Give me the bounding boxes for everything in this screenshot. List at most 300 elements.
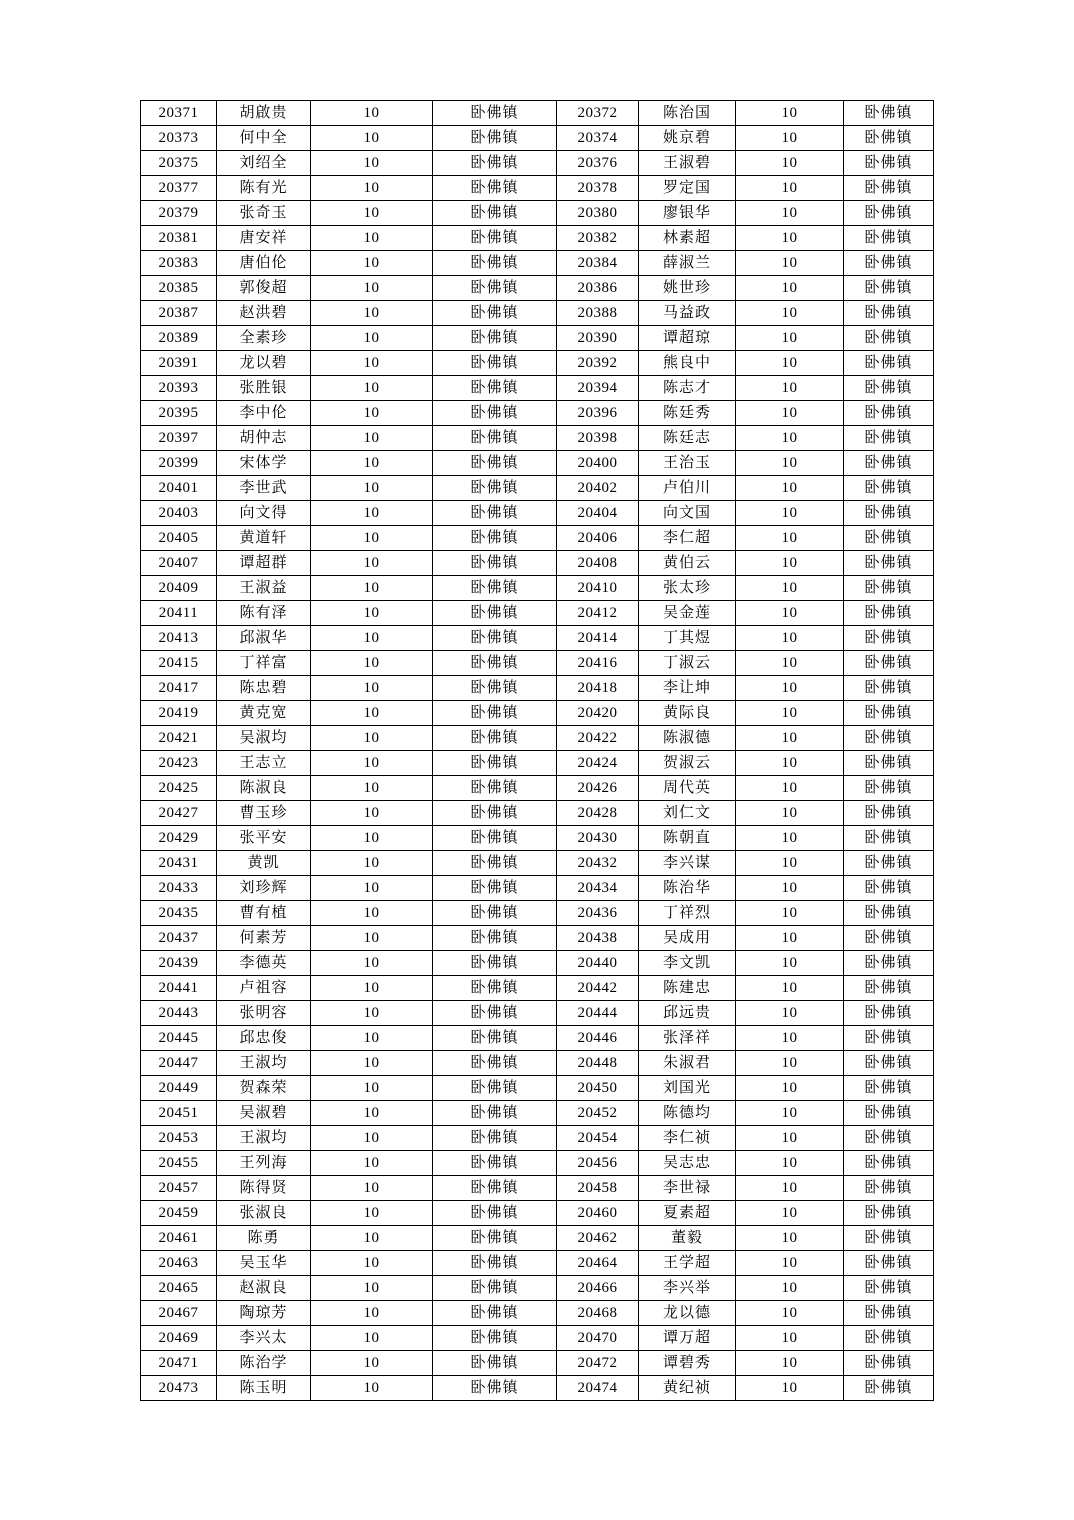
- person-id-cell: 20380: [557, 201, 639, 226]
- person-name-cell: 王淑碧: [639, 151, 736, 176]
- person-id-cell: 20374: [557, 126, 639, 151]
- person-name-cell: 吴淑碧: [217, 1101, 311, 1126]
- person-id-cell: 20429: [141, 826, 217, 851]
- person-id-cell: 20466: [557, 1276, 639, 1301]
- person-name-cell: 张胜银: [217, 376, 311, 401]
- table-row: [141, 1351, 934, 1376]
- table-row: [141, 676, 934, 701]
- table-row: [141, 1276, 934, 1301]
- person-name-cell: 向文国: [639, 501, 736, 526]
- town-cell: 卧佛镇: [433, 526, 557, 551]
- town-cell: 卧佛镇: [433, 951, 557, 976]
- town-cell: 卧佛镇: [844, 826, 934, 851]
- person-id-cell: 20465: [141, 1276, 217, 1301]
- score-cell: 10: [311, 1276, 433, 1301]
- town-cell: 卧佛镇: [433, 201, 557, 226]
- town-cell: 卧佛镇: [433, 926, 557, 951]
- person-id-cell: 20413: [141, 626, 217, 651]
- person-name-cell: 黄道轩: [217, 526, 311, 551]
- score-cell: 10: [311, 1251, 433, 1276]
- town-cell: 卧佛镇: [433, 1351, 557, 1376]
- person-name-cell: 罗定国: [639, 176, 736, 201]
- person-name-cell: 陈廷秀: [639, 401, 736, 426]
- score-cell: 10: [736, 1176, 844, 1201]
- table-row: [141, 1226, 934, 1251]
- person-name-cell: 邱忠俊: [217, 1026, 311, 1051]
- person-id-cell: 20391: [141, 351, 217, 376]
- person-name-cell: 张泽祥: [639, 1026, 736, 1051]
- town-cell: 卧佛镇: [844, 601, 934, 626]
- person-id-cell: 20416: [557, 651, 639, 676]
- score-cell: 10: [736, 901, 844, 926]
- person-name-cell: 陈德均: [639, 1101, 736, 1126]
- person-id-cell: 20437: [141, 926, 217, 951]
- person-name-cell: 宋体学: [217, 451, 311, 476]
- table-row: [141, 1001, 934, 1026]
- town-cell: 卧佛镇: [844, 926, 934, 951]
- person-id-cell: 20448: [557, 1051, 639, 1076]
- table-row: [141, 276, 934, 301]
- score-cell: 10: [311, 1226, 433, 1251]
- town-cell: 卧佛镇: [433, 426, 557, 451]
- score-cell: 10: [736, 1376, 844, 1401]
- table-row: [141, 726, 934, 751]
- score-cell: 10: [736, 826, 844, 851]
- person-id-cell: 20410: [557, 576, 639, 601]
- town-cell: 卧佛镇: [433, 126, 557, 151]
- person-name-cell: 贺森荣: [217, 1076, 311, 1101]
- person-id-cell: 20434: [557, 876, 639, 901]
- table-row: [141, 1101, 934, 1126]
- person-name-cell: 王志立: [217, 751, 311, 776]
- person-name-cell: 陈玉明: [217, 1376, 311, 1401]
- table-row: [141, 1076, 934, 1101]
- score-cell: 10: [311, 601, 433, 626]
- table-row: [141, 576, 934, 601]
- person-name-cell: 陈廷志: [639, 426, 736, 451]
- person-name-cell: 吴玉华: [217, 1251, 311, 1276]
- score-cell: 10: [311, 876, 433, 901]
- score-cell: 10: [736, 851, 844, 876]
- score-cell: 10: [311, 1351, 433, 1376]
- person-id-cell: 20474: [557, 1376, 639, 1401]
- person-name-cell: 龙以碧: [217, 351, 311, 376]
- score-cell: 10: [311, 1101, 433, 1126]
- person-id-cell: 20426: [557, 776, 639, 801]
- score-cell: 10: [736, 751, 844, 776]
- town-cell: 卧佛镇: [433, 751, 557, 776]
- table-row: [141, 201, 934, 226]
- score-cell: 10: [311, 476, 433, 501]
- score-cell: 10: [736, 1301, 844, 1326]
- town-cell: 卧佛镇: [844, 351, 934, 376]
- person-name-cell: 薛淑兰: [639, 251, 736, 276]
- town-cell: 卧佛镇: [433, 1126, 557, 1151]
- person-name-cell: 曹有植: [217, 901, 311, 926]
- town-cell: 卧佛镇: [844, 801, 934, 826]
- table-row: [141, 1176, 934, 1201]
- score-cell: 10: [311, 526, 433, 551]
- town-cell: 卧佛镇: [844, 176, 934, 201]
- town-cell: 卧佛镇: [433, 226, 557, 251]
- person-id-cell: 20449: [141, 1076, 217, 1101]
- town-cell: 卧佛镇: [433, 1026, 557, 1051]
- score-cell: 10: [736, 1001, 844, 1026]
- town-cell: 卧佛镇: [433, 1151, 557, 1176]
- score-cell: 10: [736, 1201, 844, 1226]
- person-id-cell: 20422: [557, 726, 639, 751]
- person-id-cell: 20385: [141, 276, 217, 301]
- person-id-cell: 20461: [141, 1226, 217, 1251]
- score-cell: 10: [736, 326, 844, 351]
- person-name-cell: 林素超: [639, 226, 736, 251]
- town-cell: 卧佛镇: [844, 726, 934, 751]
- town-cell: 卧佛镇: [433, 1376, 557, 1401]
- person-id-cell: 20425: [141, 776, 217, 801]
- town-cell: 卧佛镇: [433, 151, 557, 176]
- person-name-cell: 吴金莲: [639, 601, 736, 626]
- person-id-cell: 20394: [557, 376, 639, 401]
- table-row: [141, 701, 934, 726]
- person-id-cell: 20436: [557, 901, 639, 926]
- person-id-cell: 20438: [557, 926, 639, 951]
- person-id-cell: 20392: [557, 351, 639, 376]
- score-cell: 10: [736, 426, 844, 451]
- town-cell: 卧佛镇: [844, 776, 934, 801]
- table-row: [141, 776, 934, 801]
- person-id-cell: 20440: [557, 951, 639, 976]
- person-id-cell: 20430: [557, 826, 639, 851]
- town-cell: 卧佛镇: [844, 451, 934, 476]
- town-cell: 卧佛镇: [844, 376, 934, 401]
- town-cell: 卧佛镇: [844, 551, 934, 576]
- score-cell: 10: [736, 876, 844, 901]
- town-cell: 卧佛镇: [844, 226, 934, 251]
- person-id-cell: 20382: [557, 226, 639, 251]
- person-id-cell: 20404: [557, 501, 639, 526]
- table-row: [141, 401, 934, 426]
- person-name-cell: 张奇玉: [217, 201, 311, 226]
- table-row: [141, 251, 934, 276]
- score-cell: 10: [311, 1076, 433, 1101]
- person-name-cell: 刘仁文: [639, 801, 736, 826]
- person-name-cell: 陈建忠: [639, 976, 736, 1001]
- score-cell: 10: [736, 551, 844, 576]
- town-cell: 卧佛镇: [433, 351, 557, 376]
- person-id-cell: 20409: [141, 576, 217, 601]
- score-cell: 10: [311, 576, 433, 601]
- person-name-cell: 陈得贤: [217, 1176, 311, 1201]
- person-id-cell: 20402: [557, 476, 639, 501]
- person-id-cell: 20452: [557, 1101, 639, 1126]
- town-cell: 卧佛镇: [433, 826, 557, 851]
- person-id-cell: 20381: [141, 226, 217, 251]
- person-id-cell: 20386: [557, 276, 639, 301]
- town-cell: 卧佛镇: [433, 851, 557, 876]
- table-row: [141, 501, 934, 526]
- person-name-cell: 李世禄: [639, 1176, 736, 1201]
- score-cell: 10: [736, 351, 844, 376]
- person-id-cell: 20419: [141, 701, 217, 726]
- person-id-cell: 20471: [141, 1351, 217, 1376]
- score-cell: 10: [311, 1051, 433, 1076]
- town-cell: 卧佛镇: [433, 476, 557, 501]
- town-cell: 卧佛镇: [844, 701, 934, 726]
- town-cell: 卧佛镇: [433, 1001, 557, 1026]
- person-id-cell: 20468: [557, 1301, 639, 1326]
- person-name-cell: 刘绍全: [217, 151, 311, 176]
- town-cell: 卧佛镇: [433, 676, 557, 701]
- person-id-cell: 20396: [557, 401, 639, 426]
- person-name-cell: 刘国光: [639, 1076, 736, 1101]
- person-id-cell: 20379: [141, 201, 217, 226]
- person-id-cell: 20456: [557, 1151, 639, 1176]
- town-cell: 卧佛镇: [433, 726, 557, 751]
- town-cell: 卧佛镇: [433, 1301, 557, 1326]
- town-cell: 卧佛镇: [844, 626, 934, 651]
- table-row: [141, 126, 934, 151]
- score-cell: 10: [736, 701, 844, 726]
- person-id-cell: 20431: [141, 851, 217, 876]
- person-id-cell: 20371: [141, 101, 217, 126]
- town-cell: 卧佛镇: [844, 101, 934, 126]
- person-name-cell: 王列海: [217, 1151, 311, 1176]
- score-cell: 10: [736, 151, 844, 176]
- score-cell: 10: [311, 201, 433, 226]
- score-cell: 10: [736, 1076, 844, 1101]
- person-name-cell: 李兴太: [217, 1326, 311, 1351]
- person-name-cell: 李世武: [217, 476, 311, 501]
- person-id-cell: 20472: [557, 1351, 639, 1376]
- person-name-cell: 邱远贵: [639, 1001, 736, 1026]
- town-cell: 卧佛镇: [844, 976, 934, 1001]
- score-cell: 10: [311, 776, 433, 801]
- person-name-cell: 黄克宽: [217, 701, 311, 726]
- score-cell: 10: [311, 501, 433, 526]
- town-cell: 卧佛镇: [844, 1126, 934, 1151]
- table-row: [141, 1326, 934, 1351]
- town-cell: 卧佛镇: [433, 401, 557, 426]
- person-id-cell: 20397: [141, 426, 217, 451]
- town-cell: 卧佛镇: [433, 876, 557, 901]
- person-name-cell: 朱淑君: [639, 1051, 736, 1076]
- score-cell: 10: [311, 851, 433, 876]
- person-name-cell: 陈淑良: [217, 776, 311, 801]
- town-cell: 卧佛镇: [433, 376, 557, 401]
- town-cell: 卧佛镇: [844, 1326, 934, 1351]
- town-cell: 卧佛镇: [844, 901, 934, 926]
- person-id-cell: 20411: [141, 601, 217, 626]
- person-id-cell: 20406: [557, 526, 639, 551]
- person-name-cell: 赵洪碧: [217, 301, 311, 326]
- town-cell: 卧佛镇: [844, 1226, 934, 1251]
- table-row: [141, 901, 934, 926]
- person-name-cell: 李兴举: [639, 1276, 736, 1301]
- person-id-cell: 20400: [557, 451, 639, 476]
- person-name-cell: 张明容: [217, 1001, 311, 1026]
- person-id-cell: 20389: [141, 326, 217, 351]
- score-cell: 10: [736, 1026, 844, 1051]
- person-id-cell: 20473: [141, 1376, 217, 1401]
- town-cell: 卧佛镇: [844, 576, 934, 601]
- person-id-cell: 20427: [141, 801, 217, 826]
- score-cell: 10: [736, 201, 844, 226]
- town-cell: 卧佛镇: [433, 1251, 557, 1276]
- town-cell: 卧佛镇: [433, 701, 557, 726]
- score-cell: 10: [311, 826, 433, 851]
- score-cell: 10: [311, 676, 433, 701]
- town-cell: 卧佛镇: [433, 1051, 557, 1076]
- score-cell: 10: [311, 951, 433, 976]
- score-cell: 10: [736, 626, 844, 651]
- table-row: [141, 1201, 934, 1226]
- person-name-cell: 张太珍: [639, 576, 736, 601]
- town-cell: 卧佛镇: [844, 1276, 934, 1301]
- person-name-cell: 陈志才: [639, 376, 736, 401]
- town-cell: 卧佛镇: [433, 1226, 557, 1251]
- town-cell: 卧佛镇: [433, 501, 557, 526]
- table-row: [141, 351, 934, 376]
- person-id-cell: 20432: [557, 851, 639, 876]
- person-id-cell: 20464: [557, 1251, 639, 1276]
- person-id-cell: 20458: [557, 1176, 639, 1201]
- person-id-cell: 20433: [141, 876, 217, 901]
- score-cell: 10: [311, 1151, 433, 1176]
- town-cell: 卧佛镇: [844, 1151, 934, 1176]
- person-id-cell: 20455: [141, 1151, 217, 1176]
- town-cell: 卧佛镇: [433, 1276, 557, 1301]
- score-cell: 10: [736, 1276, 844, 1301]
- score-cell: 10: [311, 551, 433, 576]
- score-cell: 10: [311, 901, 433, 926]
- person-name-cell: 黄际良: [639, 701, 736, 726]
- town-cell: 卧佛镇: [844, 1176, 934, 1201]
- table-row: [141, 326, 934, 351]
- score-cell: 10: [736, 1251, 844, 1276]
- table-row: [141, 951, 934, 976]
- town-cell: 卧佛镇: [844, 326, 934, 351]
- person-name-cell: 吴志忠: [639, 1151, 736, 1176]
- person-id-cell: 20401: [141, 476, 217, 501]
- person-name-cell: 王淑均: [217, 1051, 311, 1076]
- town-cell: 卧佛镇: [844, 251, 934, 276]
- person-name-cell: 谭超琼: [639, 326, 736, 351]
- person-id-cell: 20393: [141, 376, 217, 401]
- table-row: [141, 451, 934, 476]
- person-id-cell: 20378: [557, 176, 639, 201]
- person-name-cell: 何中全: [217, 126, 311, 151]
- person-id-cell: 20442: [557, 976, 639, 1001]
- town-cell: 卧佛镇: [433, 301, 557, 326]
- table-row: [141, 1051, 934, 1076]
- town-cell: 卧佛镇: [844, 876, 934, 901]
- person-id-cell: 20428: [557, 801, 639, 826]
- person-name-cell: 谭碧秀: [639, 1351, 736, 1376]
- person-name-cell: 陈朝直: [639, 826, 736, 851]
- table-row: [141, 1301, 934, 1326]
- person-name-cell: 王淑均: [217, 1126, 311, 1151]
- town-cell: 卧佛镇: [844, 301, 934, 326]
- person-id-cell: 20376: [557, 151, 639, 176]
- table-row: [141, 476, 934, 501]
- person-name-cell: 谭万超: [639, 1326, 736, 1351]
- person-name-cell: 吴淑均: [217, 726, 311, 751]
- score-cell: 10: [311, 626, 433, 651]
- person-id-cell: 20414: [557, 626, 639, 651]
- score-cell: 10: [311, 426, 433, 451]
- score-cell: 10: [736, 501, 844, 526]
- table-row: [141, 226, 934, 251]
- person-name-cell: 卢伯川: [639, 476, 736, 501]
- town-cell: 卧佛镇: [844, 1001, 934, 1026]
- person-name-cell: 刘珍辉: [217, 876, 311, 901]
- person-name-cell: 谭超群: [217, 551, 311, 576]
- score-cell: 10: [311, 1376, 433, 1401]
- town-cell: 卧佛镇: [433, 551, 557, 576]
- person-id-cell: 20454: [557, 1126, 639, 1151]
- score-cell: 10: [311, 276, 433, 301]
- town-cell: 卧佛镇: [844, 401, 934, 426]
- person-name-cell: 曹玉珍: [217, 801, 311, 826]
- person-id-cell: 20444: [557, 1001, 639, 1026]
- person-name-cell: 赵淑良: [217, 1276, 311, 1301]
- score-cell: 10: [311, 176, 433, 201]
- person-name-cell: 李仁祯: [639, 1126, 736, 1151]
- person-id-cell: 20424: [557, 751, 639, 776]
- town-cell: 卧佛镇: [433, 651, 557, 676]
- score-cell: 10: [736, 601, 844, 626]
- person-id-cell: 20463: [141, 1251, 217, 1276]
- score-cell: 10: [311, 1326, 433, 1351]
- score-cell: 10: [736, 176, 844, 201]
- person-id-cell: 20457: [141, 1176, 217, 1201]
- person-name-cell: 李德英: [217, 951, 311, 976]
- score-cell: 10: [311, 1301, 433, 1326]
- person-id-cell: 20443: [141, 1001, 217, 1026]
- score-cell: 10: [311, 251, 433, 276]
- person-id-cell: 20462: [557, 1226, 639, 1251]
- town-cell: 卧佛镇: [433, 801, 557, 826]
- person-name-cell: 全素珍: [217, 326, 311, 351]
- score-cell: 10: [736, 526, 844, 551]
- person-id-cell: 20387: [141, 301, 217, 326]
- table-row: [141, 626, 934, 651]
- score-cell: 10: [311, 976, 433, 1001]
- town-cell: 卧佛镇: [844, 201, 934, 226]
- town-cell: 卧佛镇: [844, 526, 934, 551]
- person-name-cell: 陈忠碧: [217, 676, 311, 701]
- score-cell: 10: [736, 301, 844, 326]
- person-name-cell: 董毅: [639, 1226, 736, 1251]
- score-cell: 10: [736, 126, 844, 151]
- person-name-cell: 黄伯云: [639, 551, 736, 576]
- person-id-cell: 20373: [141, 126, 217, 151]
- person-name-cell: 陶琼芳: [217, 1301, 311, 1326]
- score-cell: 10: [736, 1351, 844, 1376]
- person-id-cell: 20420: [557, 701, 639, 726]
- table-row: [141, 801, 934, 826]
- table-row: [141, 301, 934, 326]
- table-row: [141, 851, 934, 876]
- person-name-cell: 张淑良: [217, 1201, 311, 1226]
- town-cell: 卧佛镇: [433, 1326, 557, 1351]
- records-tbody: [141, 101, 934, 1401]
- town-cell: 卧佛镇: [844, 1351, 934, 1376]
- town-cell: 卧佛镇: [844, 476, 934, 501]
- person-name-cell: 李仁超: [639, 526, 736, 551]
- table-row: [141, 651, 934, 676]
- person-name-cell: 郭俊超: [217, 276, 311, 301]
